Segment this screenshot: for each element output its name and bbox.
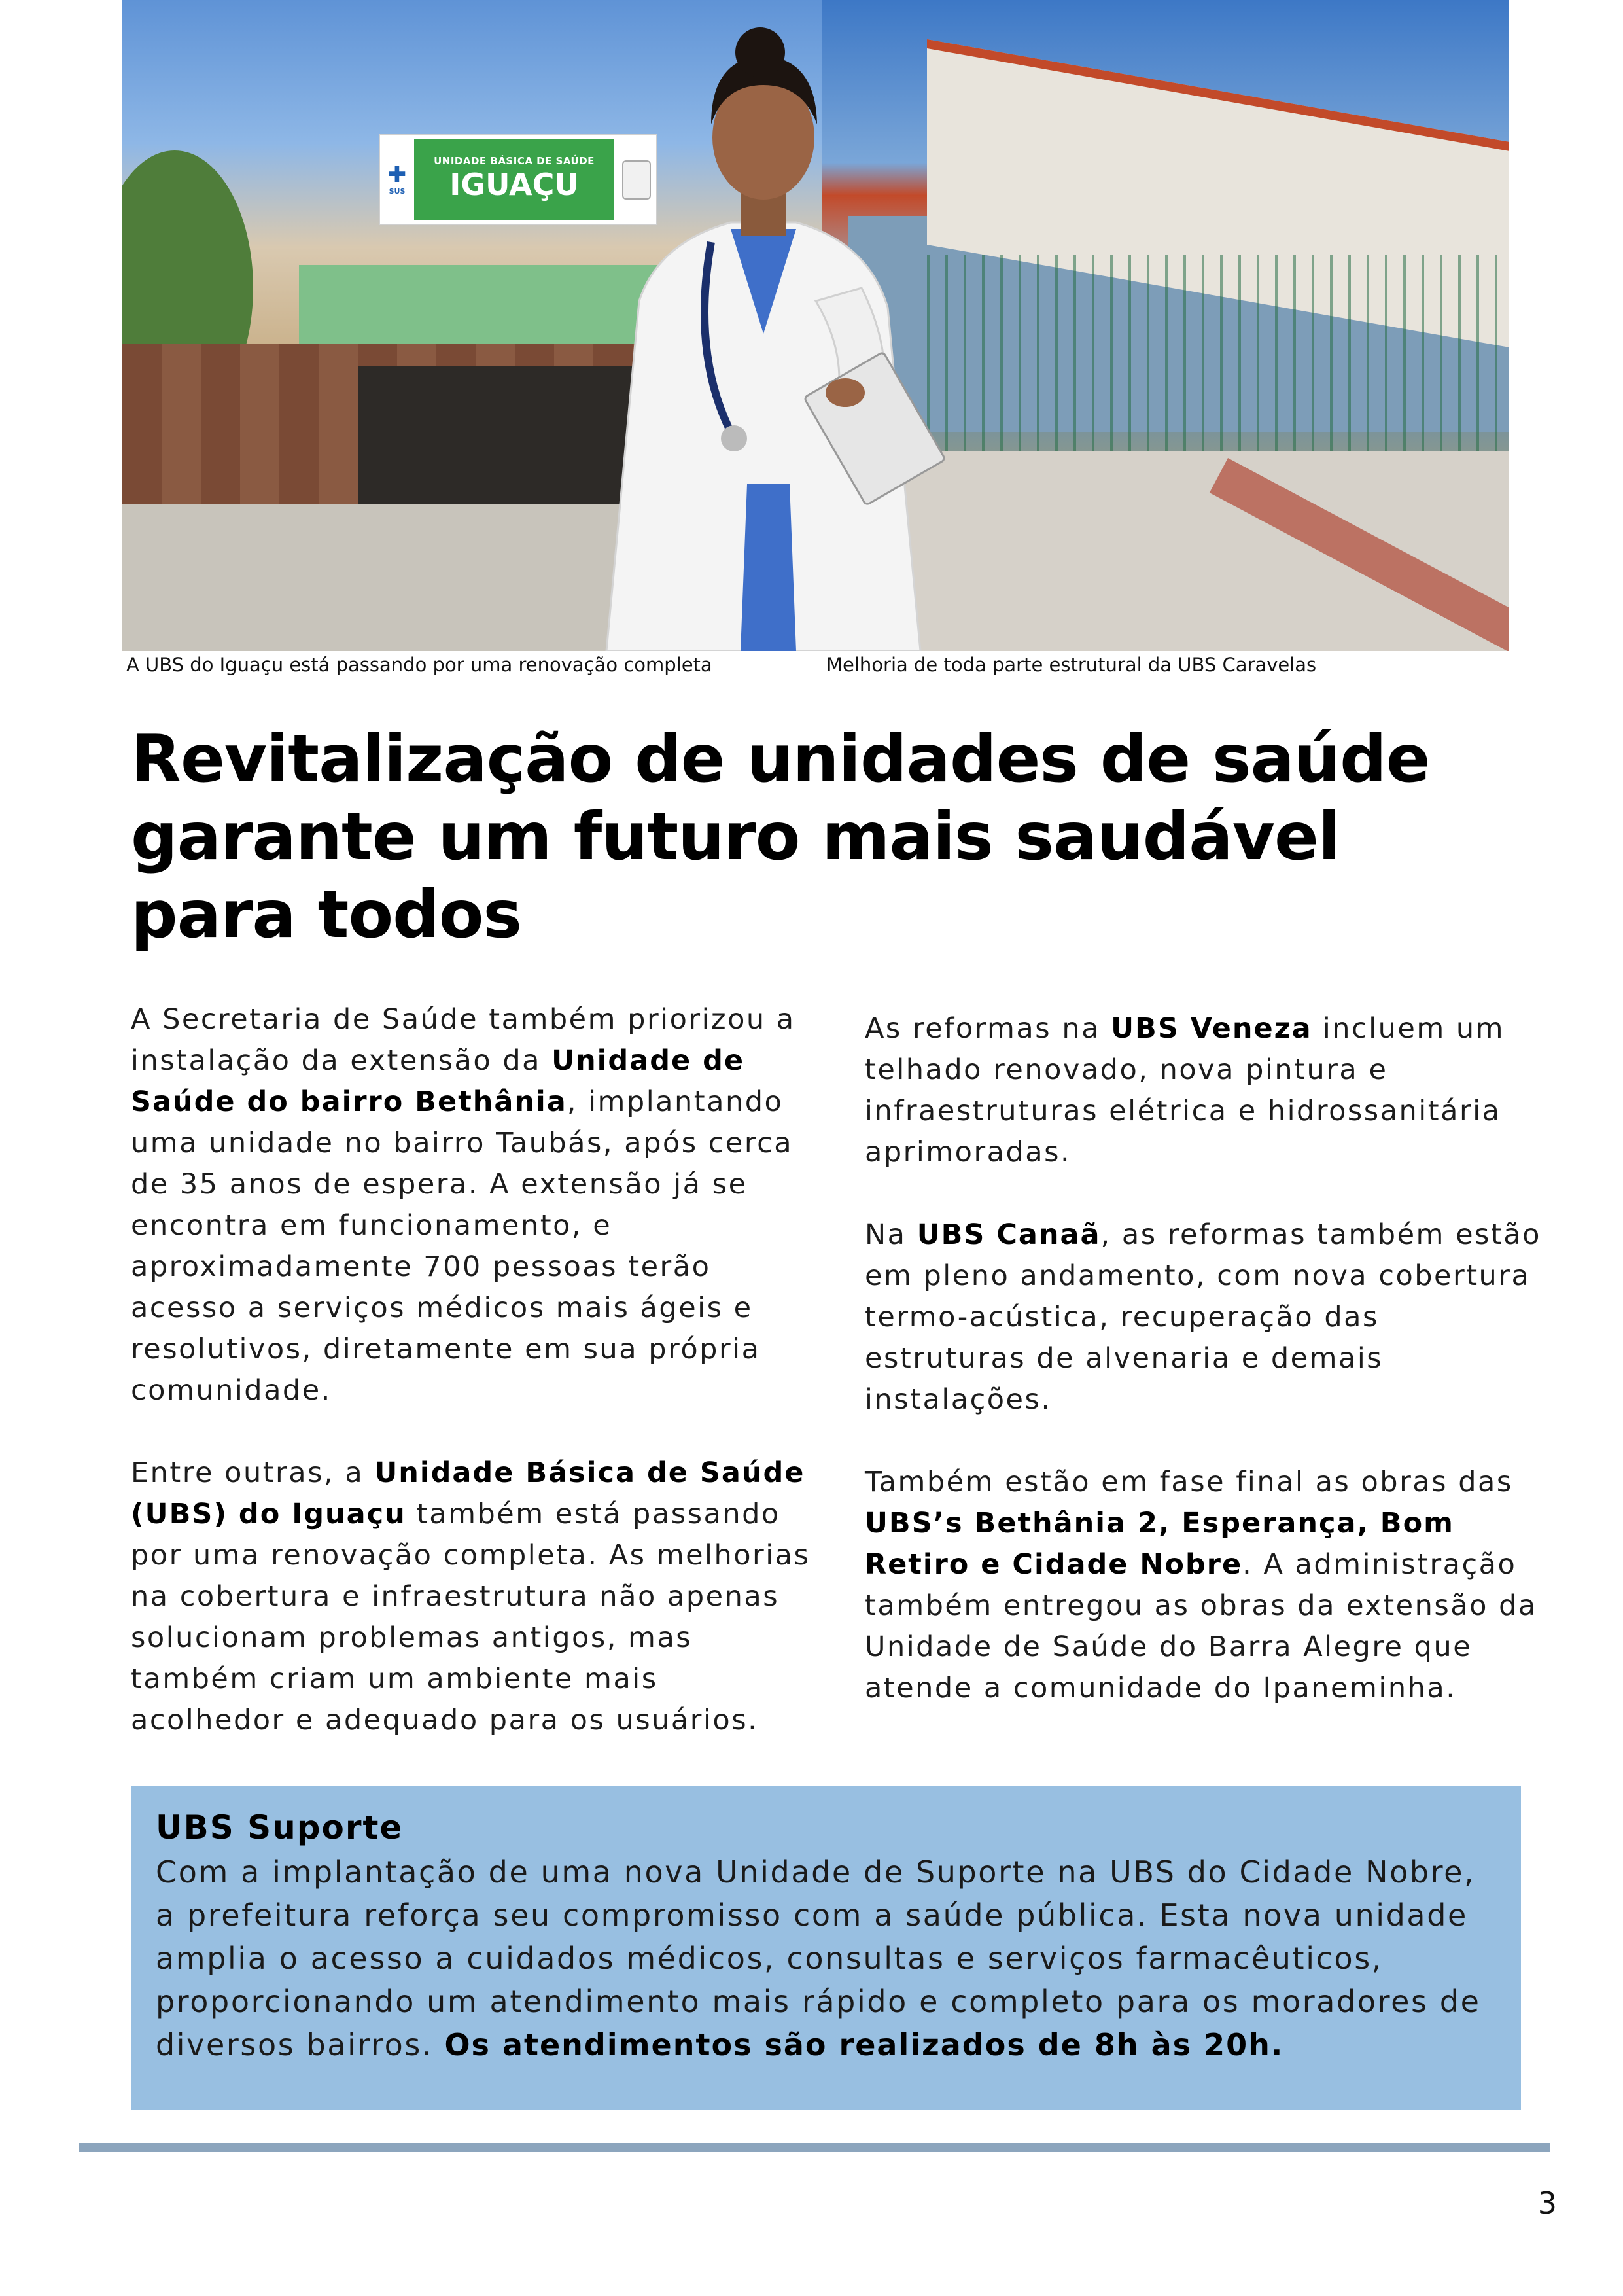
bold-text: UBS’s Bethânia 2, Esperança, Bom Retiro e Cidade Nobre [865,1507,1454,1581]
text: Na [865,1218,917,1251]
bold-text: Unidade Básica de Saúde (UBS) do Iguaçu [131,1457,805,1530]
sign-subtitle: UNIDADE BÁSICA DE SAÚDE [434,155,595,167]
left-column [131,999,811,1782]
ubs-support-box [131,1786,1521,2110]
sign-title: IGUAÇU [449,167,579,202]
sus-label: SUS [389,187,406,196]
page-number: 3 [1537,2185,1557,2221]
text: . A administração também entregou as obras da extensão da Unidade de Saúde do Barra Alegre que atende a comunidade do Ipaneminha. [865,1548,1537,1704]
right-column [865,1008,1545,1750]
text: Entre outras, a [131,1457,375,1489]
text: , as reformas também estão em pleno andamento, com nova cobertura termo-acústica, recuperação das estruturas de alvenaria e demais instalações. [865,1218,1541,1416]
right-paragraph-3 [865,1462,1545,1709]
box-title: UBS Suporte [156,1809,404,1846]
green-fence [927,255,1509,451]
sidewalk-right [848,451,1509,651]
text: , implantando uma unidade no bairro Taubás, após cerca de 35 anos de espera. A extensão já se encontra em funcionamento, e aproximadamente 700 pessoas terão acesso a serviços médicos mais ágeis e resolutivos, diretamente em sua própria comunidade. [131,1086,794,1407]
caption-right: Melhoria de toda parte estrutural da UBS Caravelas [826,654,1317,676]
left-paragraph-1 [131,999,811,1411]
header-photo [122,0,1509,651]
text: Com a implantação de uma nova Unidade de Suporte na UBS do Cidade Nobre, a prefeitura reforça seu compromisso com a saúde pública. Esta nova unidade amplia o acesso a cuidados médicos, consultas e serviços farmacêuticos, proporcionando um atendimento mais rápido e completo para os moradores de diversos bairros. [156,1854,1481,2062]
text: também está passando por uma renovação completa. As melhorias na cobertura e infraestrutura não apenas solucionam problemas antigos, mas também criam um ambiente mais acolhedor e adequado para os usuários. [131,1498,811,1737]
sus-logo-icon: ✚ SUS [385,162,409,194]
text: As reformas na [865,1012,1111,1045]
box-body [156,1850,1503,2066]
bold-text: Unidade de Saúde do bairro Bethânia [131,1044,745,1118]
right-paragraph-2 [865,1214,1545,1421]
bold-text: UBS Veneza [1111,1012,1312,1045]
bold-text: Os atendimentos são realizados de 8h às 20h. [444,2027,1284,2062]
footer-rule [79,2143,1550,2152]
text: incluem um telhado renovado, nova pintura e infraestruturas elétrica e hidrossanitária aprimoradas. [865,1012,1505,1169]
caption-left: A UBS do Iguaçu está passando por uma renovação completa [126,654,712,676]
doctor-figure [580,26,947,651]
headline: Revitalização de unidades de saúde garante um futuro mais saudável para todos [131,720,1430,953]
text: Também estão em fase final as obras das [865,1466,1513,1498]
left-paragraph-2 [131,1453,811,1741]
bold-text: UBS Canaã [916,1218,1101,1251]
right-paragraph-1 [865,1008,1545,1173]
text: A Secretaria de Saúde também priorizou a instalação da extensão da [131,1003,795,1077]
